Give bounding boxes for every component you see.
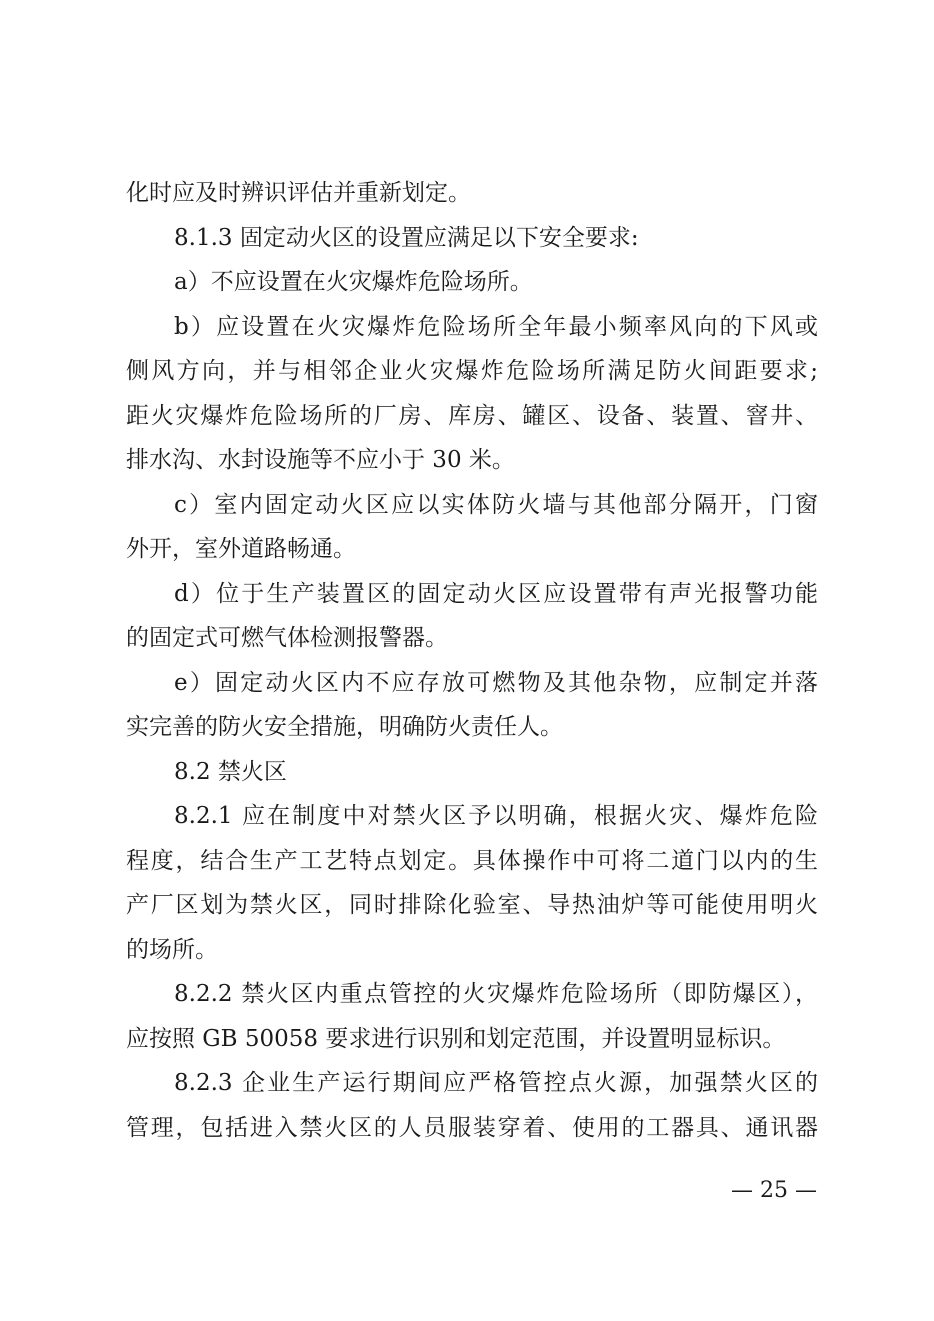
paragraph-line: 外开，室外道路畅通。: [126, 536, 356, 562]
list-item-a: a）不应设置在火灾爆炸危险场所。: [174, 269, 533, 295]
paragraph-line: 排水沟、水封设施等不应小于 30 米。: [126, 447, 515, 473]
paragraph-line: 的场所。: [126, 937, 218, 963]
section-8-2-1-line: 8.2.1 应在制度中对禁火区予以明确，根据火灾、爆炸危险: [174, 803, 818, 829]
paragraph-line: 的固定式可燃气体检测报警器。: [126, 625, 448, 651]
list-item-e: e）固定动火区内不应存放可燃物及其他杂物，应制定并落: [174, 670, 818, 696]
section-8-2-heading: 8.2 禁火区: [174, 759, 287, 785]
section-8-1-3-heading: 8.1.3 固定动火区的设置应满足以下安全要求:: [174, 225, 639, 251]
section-8-2-2-line: 8.2.2 禁火区内重点管控的火灾爆炸危险场所（即防爆区），: [174, 981, 818, 1007]
paragraph-line: 化时应及时辨识评估并重新划定。: [126, 180, 471, 206]
paragraph-line: 距火灾爆炸危险场所的厂房、库房、罐区、设备、装置、窨井、: [126, 403, 818, 429]
paragraph-line: 产厂区划为禁火区，同时排除化验室、导热油炉等可能使用明火: [126, 892, 818, 918]
paragraph-line: 程度，结合生产工艺特点划定。具体操作中可将二道门以内的生: [126, 848, 818, 874]
paragraph-line: 应按照 GB 50058 要求进行识别和划定范围，并设置明显标识。: [126, 1026, 786, 1052]
paragraph-line: 实完善的防火安全措施，明确防火责任人。: [126, 714, 563, 740]
paragraph-line: 侧风方向，并与相邻企业火灾爆炸危险场所满足防火间距要求;: [126, 358, 818, 384]
list-item-d: d）位于生产装置区的固定动火区应设置带有声光报警功能: [174, 581, 818, 607]
page-number: — 25 —: [731, 1178, 817, 1203]
paragraph-line: 管理，包括进入禁火区的人员服装穿着、使用的工器具、通讯器: [126, 1115, 818, 1141]
list-item-b: b）应设置在火灾爆炸危险场所全年最小频率风向的下风或: [174, 314, 818, 340]
list-item-c: c）室内固定动火区应以实体防火墙与其他部分隔开，门窗: [174, 492, 818, 518]
section-8-2-3-line: 8.2.3 企业生产运行期间应严格管控点火源，加强禁火区的: [174, 1070, 818, 1096]
